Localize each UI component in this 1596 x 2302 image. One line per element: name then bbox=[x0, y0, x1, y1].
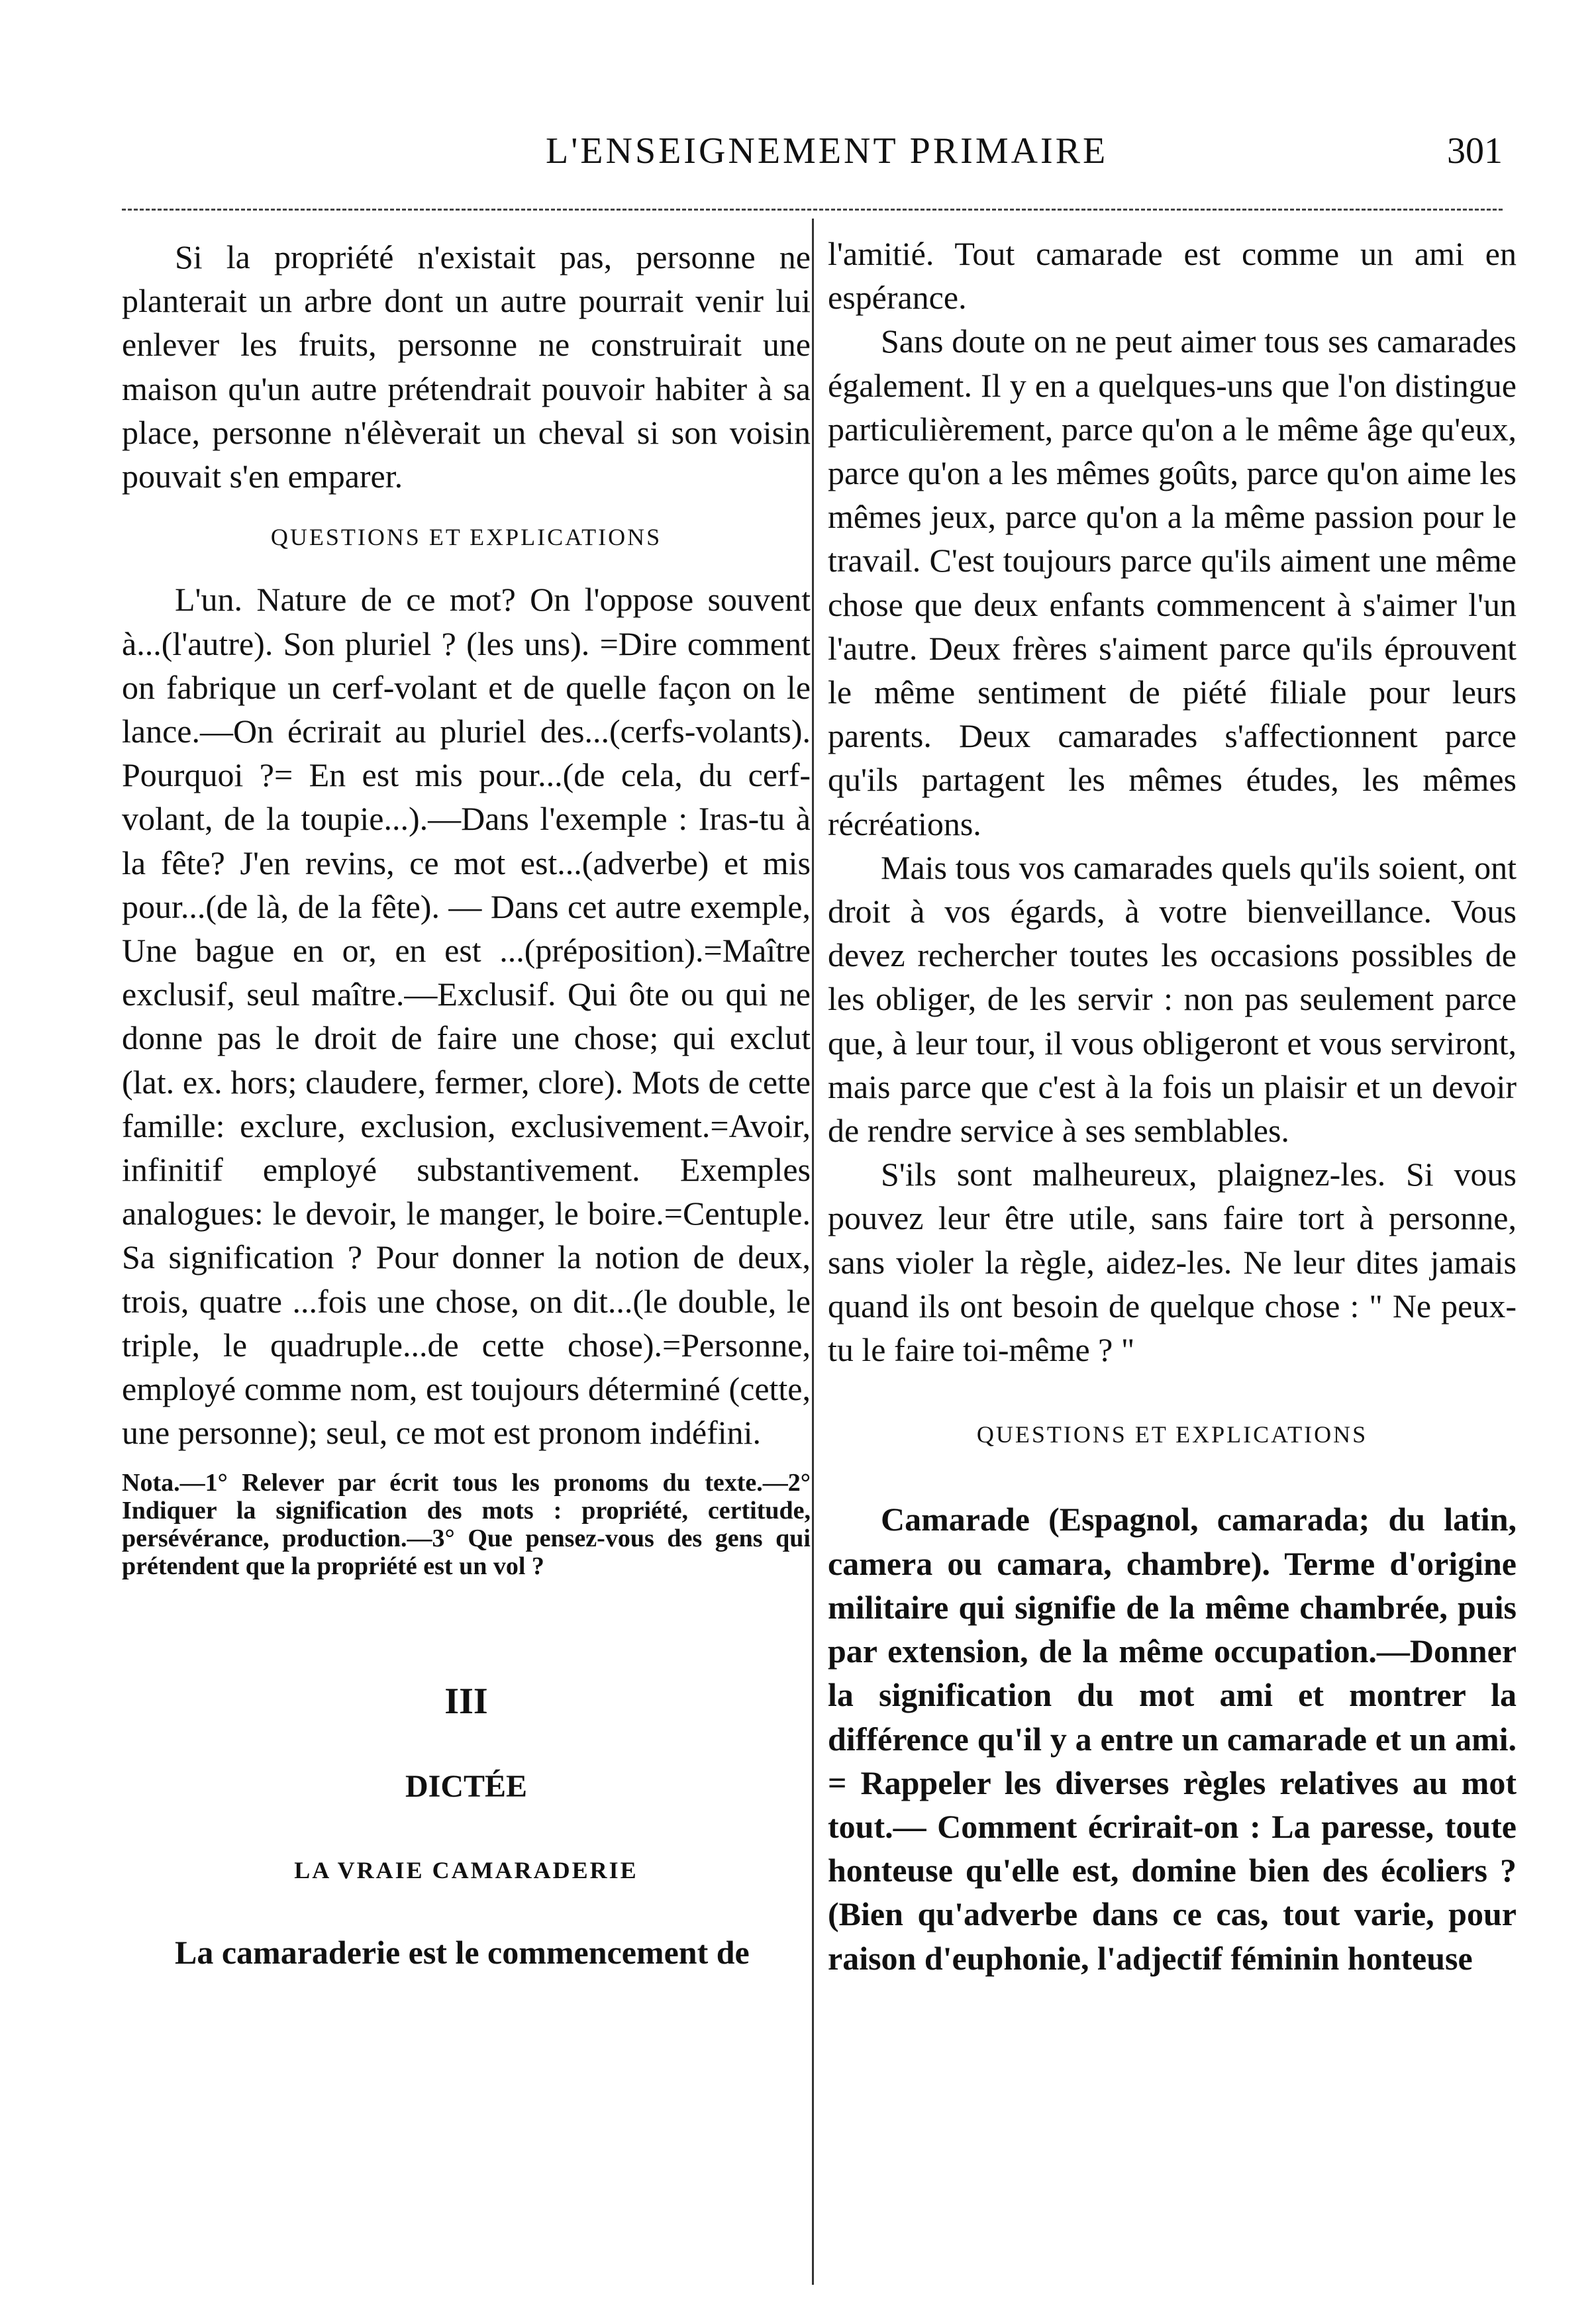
running-head: L'ENSEIGNEMENT PRIMAIRE bbox=[546, 130, 1109, 172]
left-column bbox=[122, 235, 811, 1974]
nota-block: Nota.—1° Relever par écrit tous les pronoms du texte.—2° Indiquer la signification des mots : propriété, certitude, persévérance, production.—3° Que pensez-vous des gens qui prétendent que la propriété est un vol ? bbox=[122, 1469, 811, 1581]
right-paragraph-continuation: l'amitié. Tout camarade est comme un ami en espérance. bbox=[828, 235, 1517, 317]
page-header bbox=[122, 130, 1503, 189]
section-title: DICTÉE bbox=[405, 1768, 528, 1804]
right-paragraph: S'ils sont malheureux, plaignez-les. Si vous pouvez leur être utile, sans faire tort à personne, sans violer la règle, aidez-les. Ne leur dites jamais quand ils ont besoin de quelque chose : " Ne peux-tu le faire toi-même ? " bbox=[828, 1156, 1517, 1369]
right-paragraph: Sans doute on ne peut aimer tous ses camarades également. Il y en a quelques-uns que l'on distingue particulièrement, parce qu'on a le même âge qu'eux, parce qu'on a les mêmes goûts, parce qu'on aime les mêmes jeux, parce qu'on a la même passion pour le travail. C'est toujours parce qu'ils aiment une même chose que deux enfants commencent à s'aimer l'un l'autre. Deux frères s'aiment parce qu'ils éprouvent le même sentiment de piété filiale pour leurs parents. Deux camarades s'affectionnent parce qu'ils partagent les mêmes études, les mêmes récréations. bbox=[828, 323, 1517, 842]
column-divider bbox=[812, 219, 814, 2285]
left-questions-heading: QUESTIONS ET EXPLICATIONS bbox=[270, 524, 662, 551]
right-paragraph: Mais tous vos camarades quels qu'ils soient, ont droit à vos égards, à votre bienveillance. Vous devez rechercher toutes les occasions possibles de les obliger, de les servir : non pas seulement parce que, à leur tour, il vous obligeront et vous serviront, mais parce que c'est à la fois un plaisir et un devoir de rendre service à ses semblables. bbox=[828, 848, 1517, 1150]
right-explanations: Camarade (Espagnol, camarada; du latin, camera ou camara, chambre). Terme d'origine militaire qui signifie de la même chambrée, puis par extension, de la même occupation.—Donner la signification du mot ami et montrer la différence qu'il y a entre un camarade et un ami. = Rappeler les diverses règles relatives au mot tout.— Comment écrirait-on : La paresse, toute honteuse qu'elle est, domine bien des écoliers ? (Bien qu'adverbe dans ce cas, tout varie, pour raison d'euphonie, l'adjectif féminin honteuse bbox=[828, 1501, 1517, 1977]
page-number: 301 bbox=[1447, 130, 1503, 172]
header-rule bbox=[122, 209, 1503, 211]
dictation-first-line: La camaraderie est le commencement de bbox=[175, 1934, 750, 1972]
right-column bbox=[828, 232, 1517, 1980]
section-subtitle: LA VRAIE CAMARADERIE bbox=[294, 1856, 638, 1883]
right-questions-heading: QUESTIONS ET EXPLICATIONS bbox=[976, 1421, 1368, 1448]
section-number: III bbox=[444, 1681, 488, 1723]
left-paragraph: Si la propriété n'existait pas, personne ne planterait un arbre dont un autre pourrait venir lui enlever les fruits, personne ne construirait une maison qu'un autre prétendrait pouvoir habiter à sa place, personne n'élèverait un cheval si son voisin pouvait s'en emparer. bbox=[122, 238, 811, 495]
left-explanations: L'un. Nature de ce mot? On l'oppose souvent à...(l'autre). Son pluriel ? (les uns). =Dire comment on fabrique un cerf-volant et de quelle façon on le lance.—On écrirait au pluriel des...(cerfs-volants). Pourquoi ?= En est mis pour...(de cela, du cerf-volant, de la toupie...).—Dans l'exemple : Iras-tu à la fête? J'en revins, ce mot est...(adverbe) et mis pour...(de là, de la fête). — Dans cet autre exemple, Une bague en or, en est ...(préposition).=Maître exclusif, seul maître.—Exclusif. Qui ôte ou qui ne donne pas le droit de faire une chose; qui exclut (lat. ex. hors; claudere, fermer, clore). Mots de cette famille: exclure, exclusion, exclusivement.=Avoir, infinitif employé substantivement. Exemples analogues: le devoir, le manger, le boire.=Centuple. Sa signification ? Pour donner la notion de deux, trois, quatre ...fois une chose, on dit...(le double, le triple, le quadruple...de cette chose).=Personne, employé comme nom, est toujours déterminé (cette, une personne); seul, ce mot est pronom indéfini. bbox=[122, 581, 811, 1452]
